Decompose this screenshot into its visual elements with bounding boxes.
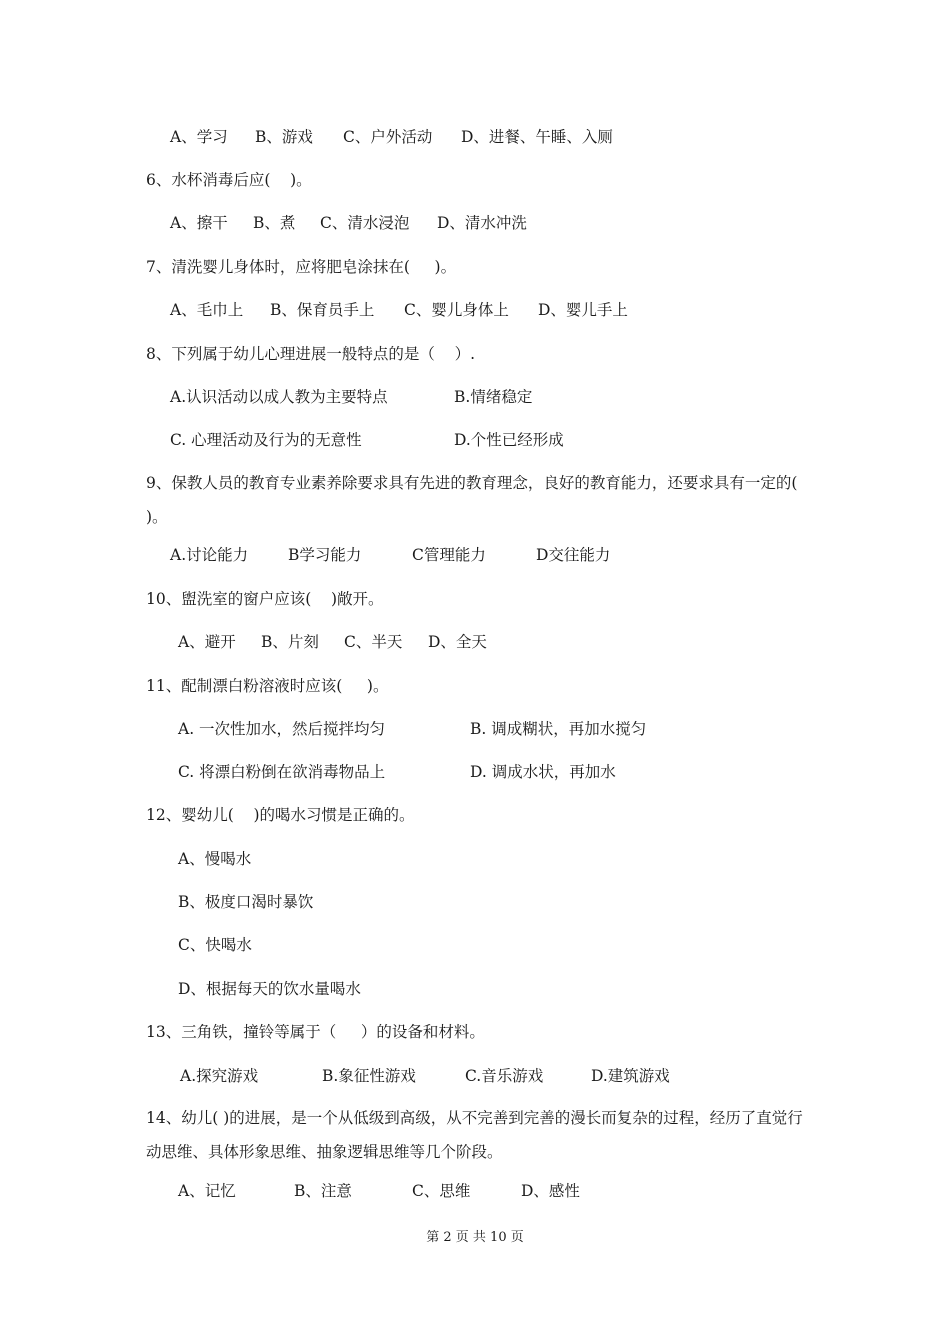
question-7: 7、清洗婴儿身体时，应将肥皂涂抹在( )。 xyxy=(146,258,457,276)
q10-option-c: C、半天 xyxy=(344,633,403,651)
q11-option-c: C. 将漂白粉倒在欲消毒物品上 xyxy=(178,763,386,781)
q12-option-b: B、极度口渴时暴饮 xyxy=(178,893,314,911)
question-9: 9、保教人员的教育专业素养除要求具有先进的教育理念，良好的教育能力，还要求具有一定的( )。 xyxy=(146,474,798,526)
q11-option-b: B. 调成糊状，再加水搅匀 xyxy=(470,720,647,738)
q13-option-c: C.音乐游戏 xyxy=(465,1067,544,1085)
q13-option-a: A.探究游戏 xyxy=(180,1067,259,1085)
question-6: 6、水杯消毒后应( )。 xyxy=(146,171,312,189)
q10-option-d: D、全天 xyxy=(428,633,487,651)
q9-option-d: D交往能力 xyxy=(536,546,611,564)
q9-option-a: A.讨论能力 xyxy=(170,546,249,564)
question-8: 8、下列属于幼儿心理进展一般特点的是（ ）. xyxy=(146,345,475,363)
q6-option-b: B、煮 xyxy=(253,214,296,232)
q8-option-c: C. 心理活动及行为的无意性 xyxy=(170,431,362,449)
question-10: 10、盥洗室的窗户应该( )敞开。 xyxy=(146,590,384,608)
q6-option-c: C、清水浸泡 xyxy=(320,214,410,232)
q10-option-a: A、避开 xyxy=(178,633,236,651)
page-number-footer: 第 2 页 共 10 页 xyxy=(426,1230,524,1245)
q6-option-a: A、擦干 xyxy=(170,214,228,232)
question-12: 12、婴幼儿( )的喝水习惯是正确的。 xyxy=(146,806,415,824)
q13-option-b: B.象征性游戏 xyxy=(322,1067,416,1085)
option-b: B、游戏 xyxy=(255,128,313,146)
option-d: D、进餐、午睡、入厕 xyxy=(461,128,613,146)
q8-option-b: B.情绪稳定 xyxy=(454,388,533,406)
q12-option-d: D、根据每天的饮水量喝水 xyxy=(178,980,361,998)
q11-option-d: D. 调成水状，再加水 xyxy=(470,763,616,781)
q14-option-d: D、感性 xyxy=(521,1182,580,1200)
question-14: 14、幼儿( )的进展，是一个从低级到高级，从不完善到完善的漫长而复杂的过程，经历了直觉行动思维、具体形象思维、抽象逻辑思维等几个阶段。 xyxy=(146,1109,803,1161)
q14-option-a: A、记忆 xyxy=(178,1182,236,1200)
q8-option-a: A.认识活动以成人教为主要特点 xyxy=(170,388,388,406)
q7-option-c: C、婴儿身体上 xyxy=(404,301,509,319)
option-c: C、户外活动 xyxy=(343,128,433,146)
q12-option-a: A、慢喝水 xyxy=(178,850,252,868)
q9-option-b: B学习能力 xyxy=(288,546,362,564)
option-a: A、学习 xyxy=(170,128,228,146)
question-13: 13、三角铁，撞铃等属于（ ）的设备和材料。 xyxy=(146,1023,485,1041)
q13-option-d: D.建筑游戏 xyxy=(591,1067,670,1085)
q6-option-d: D、清水冲洗 xyxy=(437,214,527,232)
q10-option-b: B、片刻 xyxy=(261,633,319,651)
q14-option-b: B、注意 xyxy=(294,1182,352,1200)
question-11: 11、配制漂白粉溶液时应该( )。 xyxy=(146,677,389,695)
q7-option-d: D、婴儿手上 xyxy=(538,301,628,319)
q7-option-a: A、毛巾上 xyxy=(170,301,244,319)
q8-option-d: D.个性已经形成 xyxy=(454,431,564,449)
q7-option-b: B、保育员手上 xyxy=(270,301,375,319)
q9-option-c: C管理能力 xyxy=(412,546,486,564)
q14-option-c: C、思维 xyxy=(412,1182,471,1200)
q12-option-c: C、快喝水 xyxy=(178,936,252,954)
q11-option-a: A. 一次性加水，然后搅拌均匀 xyxy=(178,720,386,738)
